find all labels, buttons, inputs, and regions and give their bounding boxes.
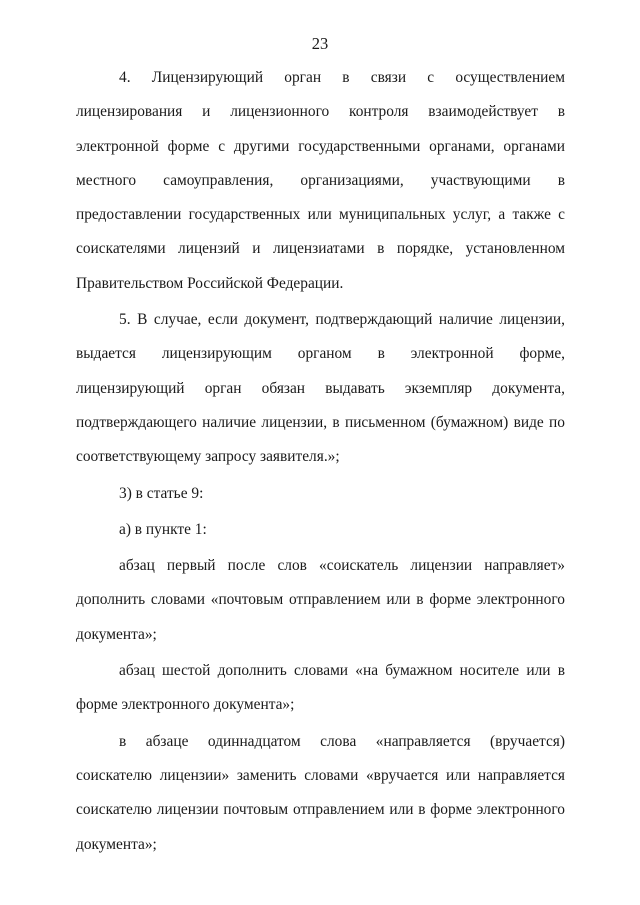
paragraph-article-9: 3) в статье 9: <box>119 484 204 502</box>
paragraph-eleventh-abzac: в абзаце одиннадцатом слова «направляется (вручается) соискателю лицензии» заменить словами «вручается или направляется соискателю лицензии почтовым отправлением или в форме электронного документа»; <box>76 732 565 853</box>
paragraph-sixth-abzac: абзац шестой дополнить словами «на бумажном носителе или в форме электронного документа»; <box>76 662 565 714</box>
paragraph-item-4: 4. Лицензирующий орган в связи с осуществлением лицензирования и лицензионного контроля взаимодействует в электронной форме с другими государственными органами, органами местного самоуправления, организациями, участвующими в предоставлении государственных или муниципальных услуг, а также с соискателями лицензий и лицензиатами в порядке, установленном Правительством Российской Федерации. <box>76 69 565 292</box>
paragraph-first-abzac: абзац первый после слов «соискатель лицензии направляет» дополнить словами «почтовым отправлением или в форме электронного документа»; <box>76 557 565 643</box>
page-number: 23 <box>311 34 329 53</box>
paragraph-point-1: а) в пункте 1: <box>119 520 207 538</box>
document-body <box>76 61 565 862</box>
paragraph-item-5: 5. В случае, если документ, подтверждающий наличие лицензии, выдается лицензирующим органом в электронной форме, лицензирующий орган обязан выдавать экземпляр документа, подтверждающего наличие лицензии, в письменном (бумажном) виде по соответствующему запросу заявителя.»; <box>76 311 565 466</box>
